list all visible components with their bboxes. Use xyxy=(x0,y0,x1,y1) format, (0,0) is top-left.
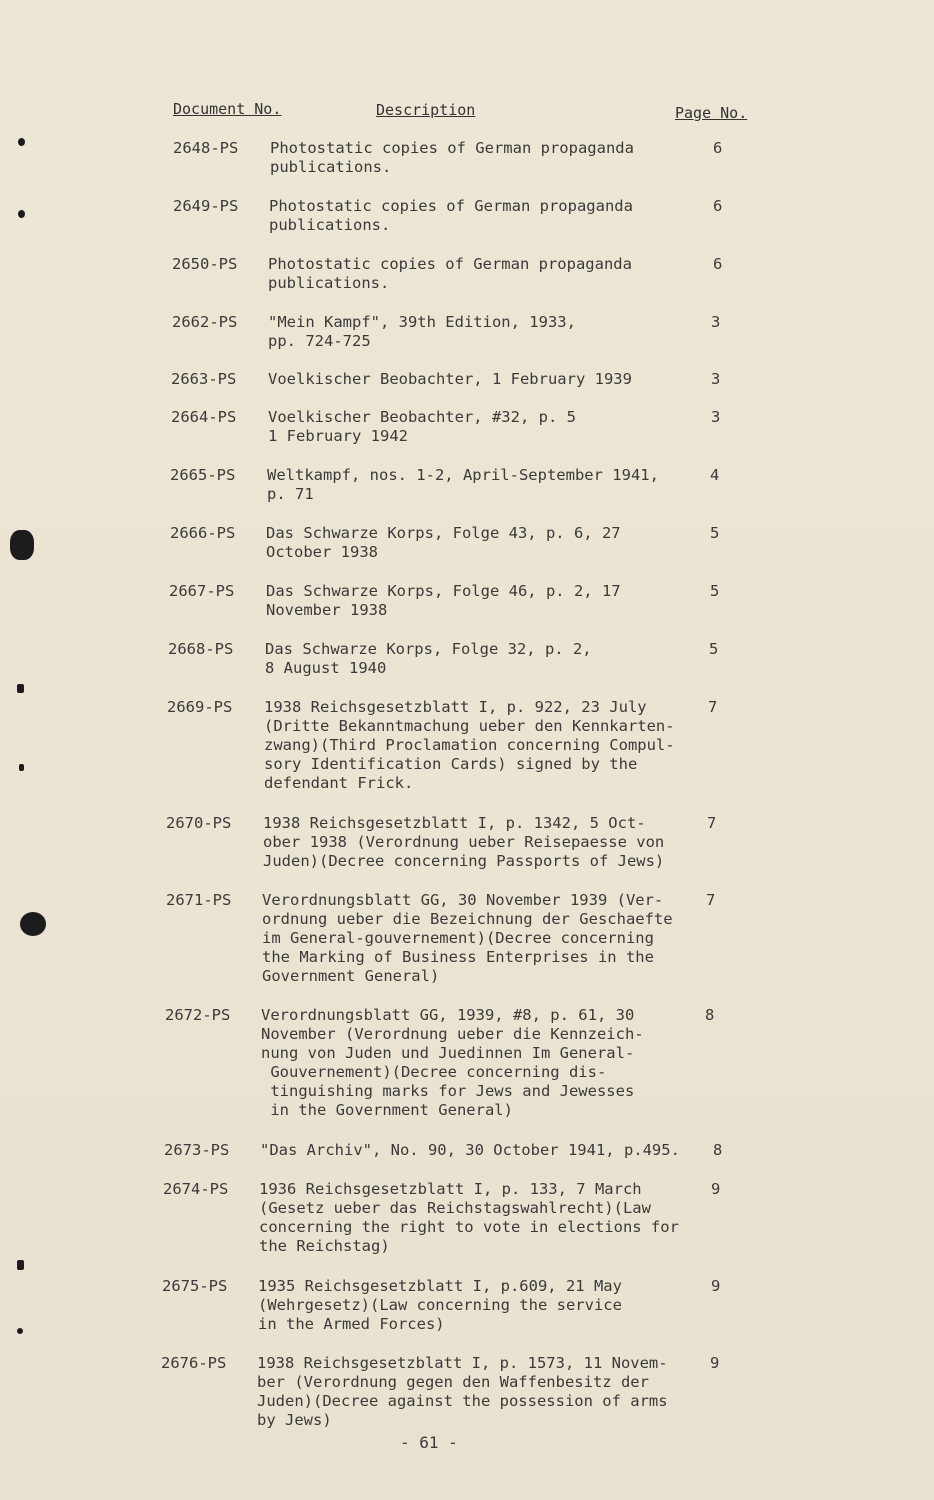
description-line: by Jews) xyxy=(257,1411,332,1429)
page-reference: 5 xyxy=(709,640,719,658)
punch-hole xyxy=(10,530,34,560)
description-line: ordnung ueber die Bezeichnung der Geschaefte xyxy=(262,910,673,928)
description-line: "Das Archiv", No. 90, 30 October 1941, p.495. xyxy=(260,1141,680,1159)
page-reference: 8 xyxy=(705,1006,715,1024)
description-line: Photostatic copies of German propaganda xyxy=(268,255,632,273)
punch-mark xyxy=(18,138,25,146)
description-line: November 1938 xyxy=(266,601,388,619)
description-line: Weltkampf, nos. 1-2, April-September 1941, xyxy=(267,466,659,484)
page-reference: 7 xyxy=(706,891,716,909)
description-line: 1935 Reichsgesetzblatt I, p.609, 21 May xyxy=(258,1277,622,1295)
description-line: im General-gouvernement)(Decree concerning xyxy=(262,929,654,947)
description-line: publications. xyxy=(268,274,390,292)
description-line: zwang)(Third Proclamation concerning Compul- xyxy=(264,736,675,754)
punch-mark xyxy=(17,684,24,693)
column-header-document-no: Document No. xyxy=(173,100,282,118)
document-number: 2664-PS xyxy=(171,408,237,426)
description-line: ber (Verordnung gegen den Waffenbesitz der xyxy=(257,1373,649,1391)
document-number: 2672-PS xyxy=(165,1006,231,1024)
page-reference: 3 xyxy=(711,408,721,426)
description-line: 1938 Reichsgesetzblatt I, p. 1342, 5 Oct- xyxy=(263,814,646,832)
description-line: ober 1938 (Verordnung ueber Reisepaesse von xyxy=(263,833,665,851)
description-line: Verordnungsblatt GG, 1939, #8, p. 61, 30 xyxy=(261,1006,635,1024)
page-reference: 3 xyxy=(711,370,721,388)
document-number: 2671-PS xyxy=(166,891,232,909)
description-line: Government General) xyxy=(262,967,440,985)
description-line: publications. xyxy=(269,216,391,234)
description-line: Das Schwarze Korps, Folge 43, p. 6, 27 xyxy=(266,524,621,542)
page-reference: 7 xyxy=(708,698,718,716)
description-line: November (Verordnung ueber die Kennzeich- xyxy=(261,1025,644,1043)
description-line: Verordnungsblatt GG, 30 November 1939 (Ver- xyxy=(262,891,664,909)
document-number: 2666-PS xyxy=(170,524,236,542)
description-line: (Wehrgesetz)(Law concerning the service xyxy=(258,1296,622,1314)
description-line: 1938 Reichsgesetzblatt I, p. 922, 23 July xyxy=(264,698,647,716)
punch-mark xyxy=(17,1328,23,1334)
description-line: tinguishing marks for Jews and Jewesses xyxy=(261,1082,635,1100)
document-number: 2662-PS xyxy=(172,313,238,331)
description-line: 8 August 1940 xyxy=(265,659,387,677)
column-header-description: Description xyxy=(376,101,476,119)
description-line: pp. 724-725 xyxy=(268,332,371,350)
punch-mark xyxy=(17,1260,24,1270)
description-line: 1938 Reichsgesetzblatt I, p. 1573, 11 Novem- xyxy=(257,1354,668,1372)
description-line: Photostatic copies of German propaganda xyxy=(270,139,634,157)
description-line: Voelkischer Beobachter, #32, p. 5 xyxy=(268,408,576,426)
description-line: concerning the right to vote in elections for xyxy=(259,1218,679,1236)
document-number: 2674-PS xyxy=(163,1180,229,1198)
page-reference: 9 xyxy=(711,1277,721,1295)
document-number: 2665-PS xyxy=(170,466,236,484)
description-line: Juden)(Decree concerning Passports of Jews) xyxy=(263,852,665,870)
document-number: 2667-PS xyxy=(169,582,235,600)
page-reference: 5 xyxy=(710,524,720,542)
description-line: October 1938 xyxy=(266,543,378,561)
page-number: - 61 - xyxy=(400,1433,458,1452)
description-line: p. 71 xyxy=(267,485,314,503)
page-reference: 8 xyxy=(713,1141,723,1159)
description-line: publications. xyxy=(270,158,392,176)
page-reference: 6 xyxy=(713,139,723,157)
page-reference: 9 xyxy=(711,1180,721,1198)
punch-mark xyxy=(18,210,25,218)
description-line: defendant Frick. xyxy=(264,774,414,792)
document-number: 2649-PS xyxy=(173,197,239,215)
description-line: the Reichstag) xyxy=(259,1237,390,1255)
page-reference: 6 xyxy=(713,197,723,215)
description-line: Das Schwarze Korps, Folge 46, p. 2, 17 xyxy=(266,582,621,600)
description-line: (Dritte Bekanntmachung ueber den Kennkarten- xyxy=(264,717,675,735)
page-reference: 5 xyxy=(710,582,720,600)
description-line: Juden)(Decree against the possession of arms xyxy=(257,1392,668,1410)
document-number: 2668-PS xyxy=(168,640,234,658)
description-line: 1 February 1942 xyxy=(268,427,408,445)
document-number: 2676-PS xyxy=(161,1354,227,1372)
description-line: in the Government General) xyxy=(261,1101,513,1119)
description-line: (Gesetz ueber das Reichstagswahlrecht)(Law xyxy=(259,1199,651,1217)
document-number: 2673-PS xyxy=(164,1141,230,1159)
page-reference: 4 xyxy=(710,466,720,484)
description-line: Voelkischer Beobachter, 1 February 1939 xyxy=(268,370,632,388)
description-line: 1936 Reichsgesetzblatt I, p. 133, 7 March xyxy=(259,1180,642,1198)
description-line: Das Schwarze Korps, Folge 32, p. 2, xyxy=(265,640,592,658)
document-number: 2670-PS xyxy=(166,814,232,832)
punch-hole xyxy=(20,912,46,936)
description-line: sory Identification Cards) signed by the xyxy=(264,755,638,773)
document-number: 2648-PS xyxy=(173,139,239,157)
document-number: 2669-PS xyxy=(167,698,233,716)
description-line: in the Armed Forces) xyxy=(258,1315,445,1333)
document-number: 2663-PS xyxy=(171,370,237,388)
description-line: the Marking of Business Enterprises in the xyxy=(262,948,654,966)
document-number: 2675-PS xyxy=(162,1277,228,1295)
punch-mark xyxy=(19,764,24,771)
document-number: 2650-PS xyxy=(172,255,238,273)
description-line: Photostatic copies of German propaganda xyxy=(269,197,633,215)
column-header-page-no: Page No. xyxy=(675,104,748,122)
page-reference: 6 xyxy=(713,255,723,273)
description-line: nung von Juden und Juedinnen Im General- xyxy=(261,1044,635,1062)
description-line: Gouvernement)(Decree concerning dis- xyxy=(261,1063,607,1081)
page-reference: 9 xyxy=(710,1354,720,1372)
page-reference: 7 xyxy=(707,814,717,832)
description-line: "Mein Kampf", 39th Edition, 1933, xyxy=(268,313,576,331)
page-reference: 3 xyxy=(711,313,721,331)
